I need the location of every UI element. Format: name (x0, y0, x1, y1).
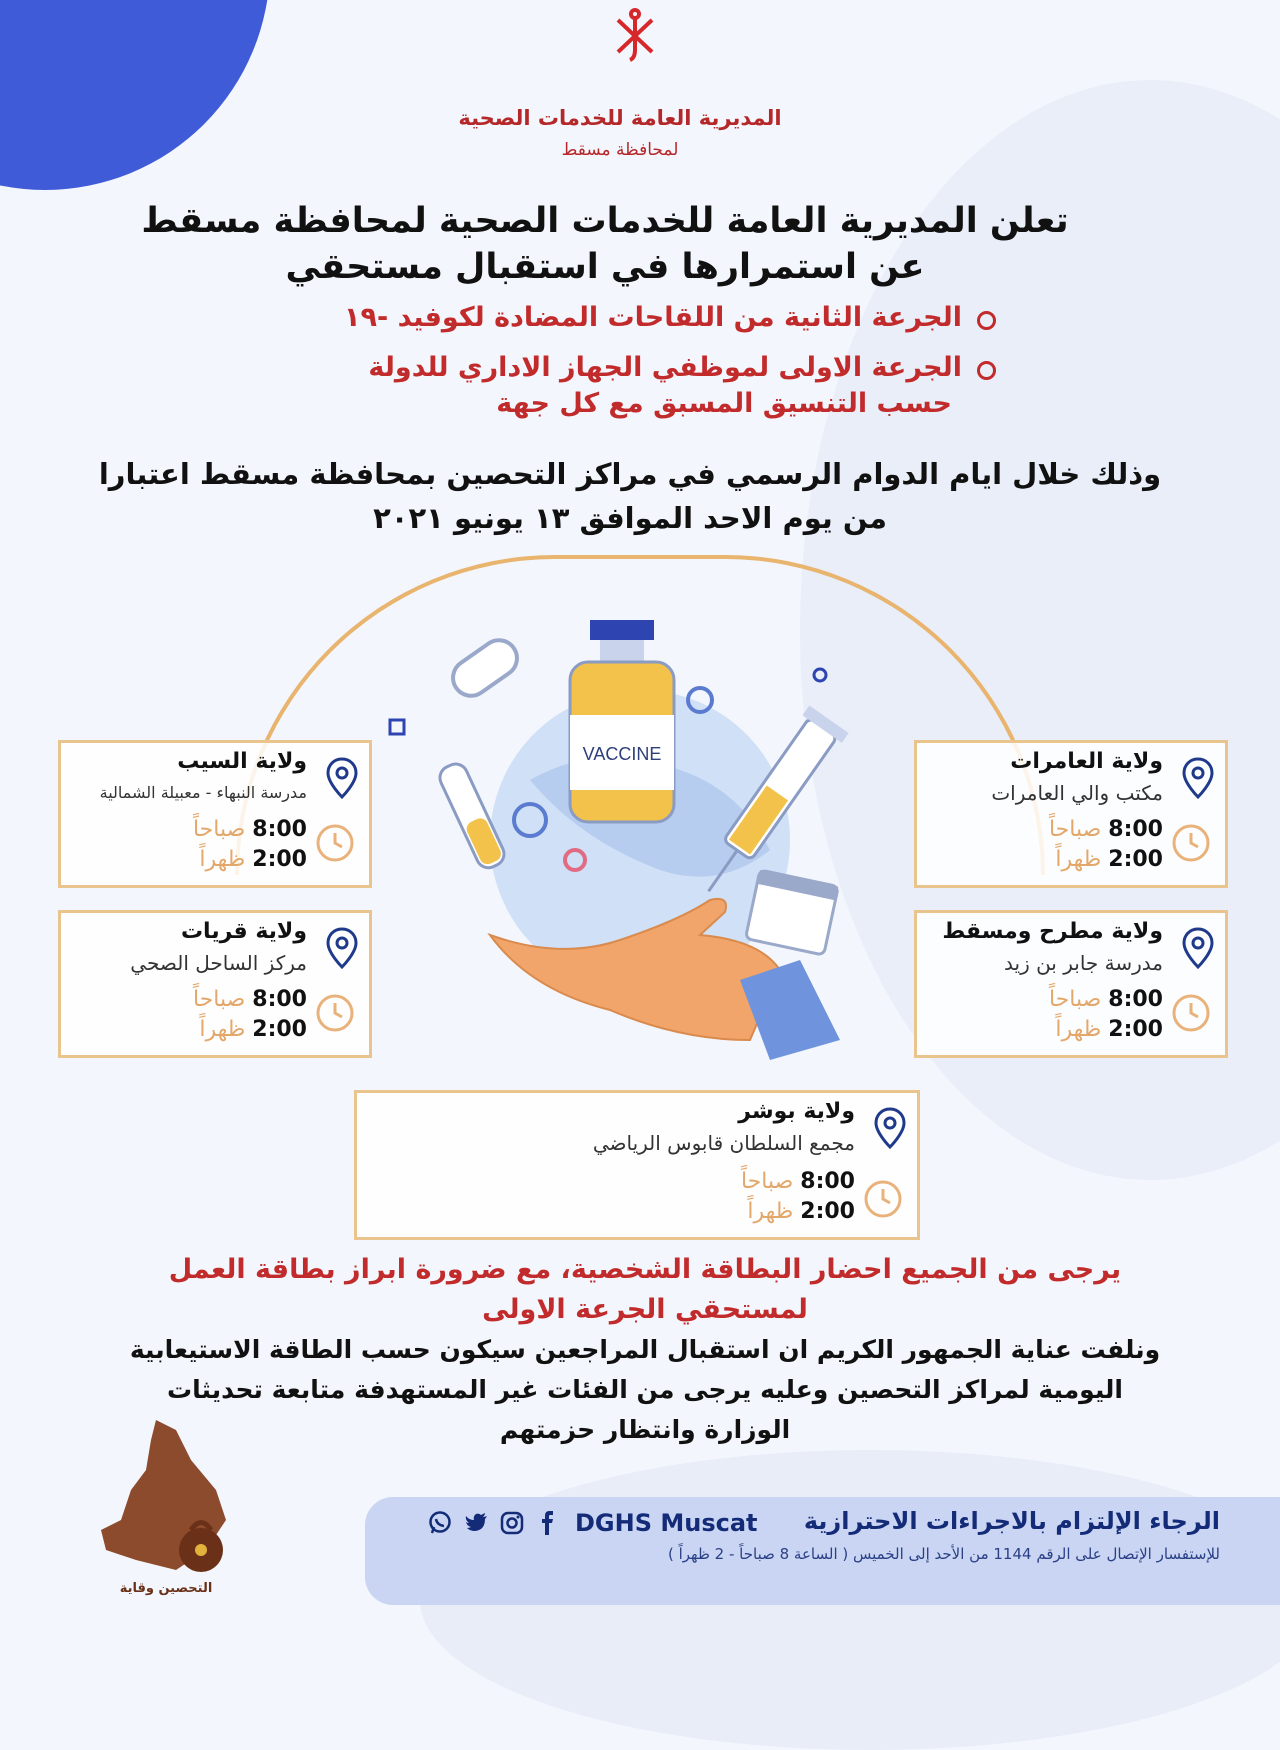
closing-time (747, 1199, 855, 1224)
location-name: ولاية قريات (180, 919, 307, 944)
opening-time (1049, 817, 1163, 842)
closing-time-value: 2:00 (252, 847, 307, 872)
clock-icon (863, 1179, 903, 1219)
vaccine-illustration (380, 620, 900, 1080)
closing-time-label: ظهراً (747, 1199, 794, 1224)
footer-bar (365, 1497, 1280, 1605)
location-card-bausher (354, 1090, 920, 1240)
closing-time-label: ظهراً (1055, 847, 1102, 872)
eligibility-item (240, 350, 1000, 422)
location-pin-icon (325, 757, 359, 801)
opening-time-value: 8:00 (800, 1169, 855, 1194)
closing-time-label: ظهراً (199, 1017, 246, 1042)
location-name: ولاية السيب (177, 749, 307, 774)
closing-time-label: ظهراً (199, 847, 246, 872)
id-requirement-note (90, 1250, 1200, 1330)
vaccine-label: VACCINE (582, 744, 662, 764)
closing-time-value: 2:00 (1108, 847, 1163, 872)
opening-time (193, 817, 307, 842)
whatsapp-icon[interactable] (427, 1510, 453, 1536)
headline-line-1: تعلن المديرية العامة للخدمات الصحية لمحافظة مسقط (141, 201, 1069, 241)
eligibility-item (240, 300, 1000, 336)
closing-time-value: 2:00 (800, 1199, 855, 1224)
eligibility-item-text: الجرعة الثانية من اللقاحات المضادة لكوفيد -١٩ (344, 302, 962, 333)
location-card-seeb (58, 740, 372, 888)
headline-line-2: عن استمرارها في استقبال مستحقي (285, 247, 925, 287)
ministry-crescent-logo (560, 0, 690, 95)
campaign-logo-text: التحصين وقاية (119, 1581, 213, 1596)
closing-time (1055, 1017, 1163, 1042)
instagram-icon[interactable] (499, 1510, 525, 1536)
closing-time-value: 2:00 (252, 1017, 307, 1042)
opening-time-value: 8:00 (1108, 817, 1163, 842)
schedule-line-2: من يوم الاحد الموافق ١٣ يونيو ٢٠٢١ (373, 501, 887, 535)
clock-icon (315, 823, 355, 863)
oman-map-campaign-logo (96, 1400, 246, 1600)
capacity-note-line-1: ونلفت عناية الجمهور الكريم ان استقبال المراجعين سيكون حسب الطاقة الاستيعابية (129, 1335, 1161, 1364)
location-card-muttrah-muscat (914, 910, 1228, 1058)
org-subtitle: لمحافظة مسقط (561, 140, 679, 160)
facebook-icon[interactable] (535, 1510, 561, 1536)
capacity-note-line-2: اليومية لمراكز التحصين وعليه يرجى من الفئات غير المستهدفة متابعة تحديثات (166, 1375, 1124, 1404)
schedule-statement (60, 452, 1200, 540)
background-blob-top-left (0, 0, 270, 190)
twitter-icon[interactable] (463, 1510, 489, 1536)
closing-time-value: 2:00 (1108, 1017, 1163, 1042)
org-name: المديرية العامة للخدمات الصحية (458, 106, 782, 130)
location-place: مدرسة جابر بن زيد (1004, 951, 1163, 975)
location-name: ولاية مطرح ومسقط (942, 919, 1163, 944)
clock-icon (315, 993, 355, 1033)
opening-time-value: 8:00 (1108, 987, 1163, 1012)
eligibility-item-text: الجرعة الاولى لموظفي الجهاز الاداري للدولة (368, 352, 962, 383)
opening-time-value: 8:00 (252, 817, 307, 842)
location-card-qurayyat (58, 910, 372, 1058)
location-pin-icon (325, 927, 359, 971)
opening-time (1049, 987, 1163, 1012)
capacity-note-line-3: الوزارة وانتظار حزمتهم (499, 1415, 791, 1444)
opening-time-label: صباحاً (192, 987, 246, 1012)
location-pin-icon (873, 1107, 907, 1151)
footer-commitment: الرجاء الإلتزام بالاجراءات الاحترازية (803, 1507, 1220, 1535)
opening-time (741, 1169, 855, 1194)
location-pin-icon (1181, 927, 1215, 971)
id-requirement-line-1: يرجى من الجميع احضار البطاقة الشخصية، مع ضرورة ابراز بطاقة العمل (168, 1254, 1122, 1285)
location-place: مدرسة النبهاء - معبيلة الشمالية (99, 783, 307, 802)
opening-time-value: 8:00 (252, 987, 307, 1012)
closing-time (1055, 847, 1163, 872)
eligibility-item-note: حسب التنسيق المسبق مع كل جهة (496, 388, 952, 419)
location-place: مركز الساحل الصحي (130, 951, 307, 975)
eligibility-list (240, 300, 1000, 436)
opening-time-label: صباحاً (1048, 987, 1102, 1012)
location-name: ولاية بوشر (738, 1099, 855, 1124)
location-place: مجمع السلطان قابوس الرياضي (592, 1131, 855, 1155)
closing-time (199, 1017, 307, 1042)
closing-time-label: ظهراً (1055, 1017, 1102, 1042)
location-pin-icon (1181, 757, 1215, 801)
clock-icon (1171, 993, 1211, 1033)
schedule-line-1: وذلك خلال ايام الدوام الرسمي في مراكز التحصين بمحافظة مسقط اعتبارا (98, 457, 1162, 491)
capacity-note (100, 1330, 1190, 1450)
social-handle[interactable]: DGHS Muscat (575, 1509, 758, 1537)
opening-time (193, 987, 307, 1012)
location-place: مكتب والي العامرات (991, 781, 1163, 805)
location-card-alamerat (914, 740, 1228, 888)
opening-time-label: صباحاً (1048, 817, 1102, 842)
opening-time-label: صباحاً (192, 817, 246, 842)
location-name: ولاية العامرات (1010, 749, 1163, 774)
clock-icon (1171, 823, 1211, 863)
closing-time (199, 847, 307, 872)
id-requirement-line-2: لمستحقي الجرعة الاولى (482, 1294, 808, 1325)
opening-time-label: صباحاً (740, 1169, 794, 1194)
headline (100, 198, 1110, 290)
footer-inquiry: للإستفسار الإتصال على الرقم 1144 من الأحد إلى الخميس ( الساعة 8 صباحاً - 2 ظهراً ) (667, 1545, 1220, 1563)
